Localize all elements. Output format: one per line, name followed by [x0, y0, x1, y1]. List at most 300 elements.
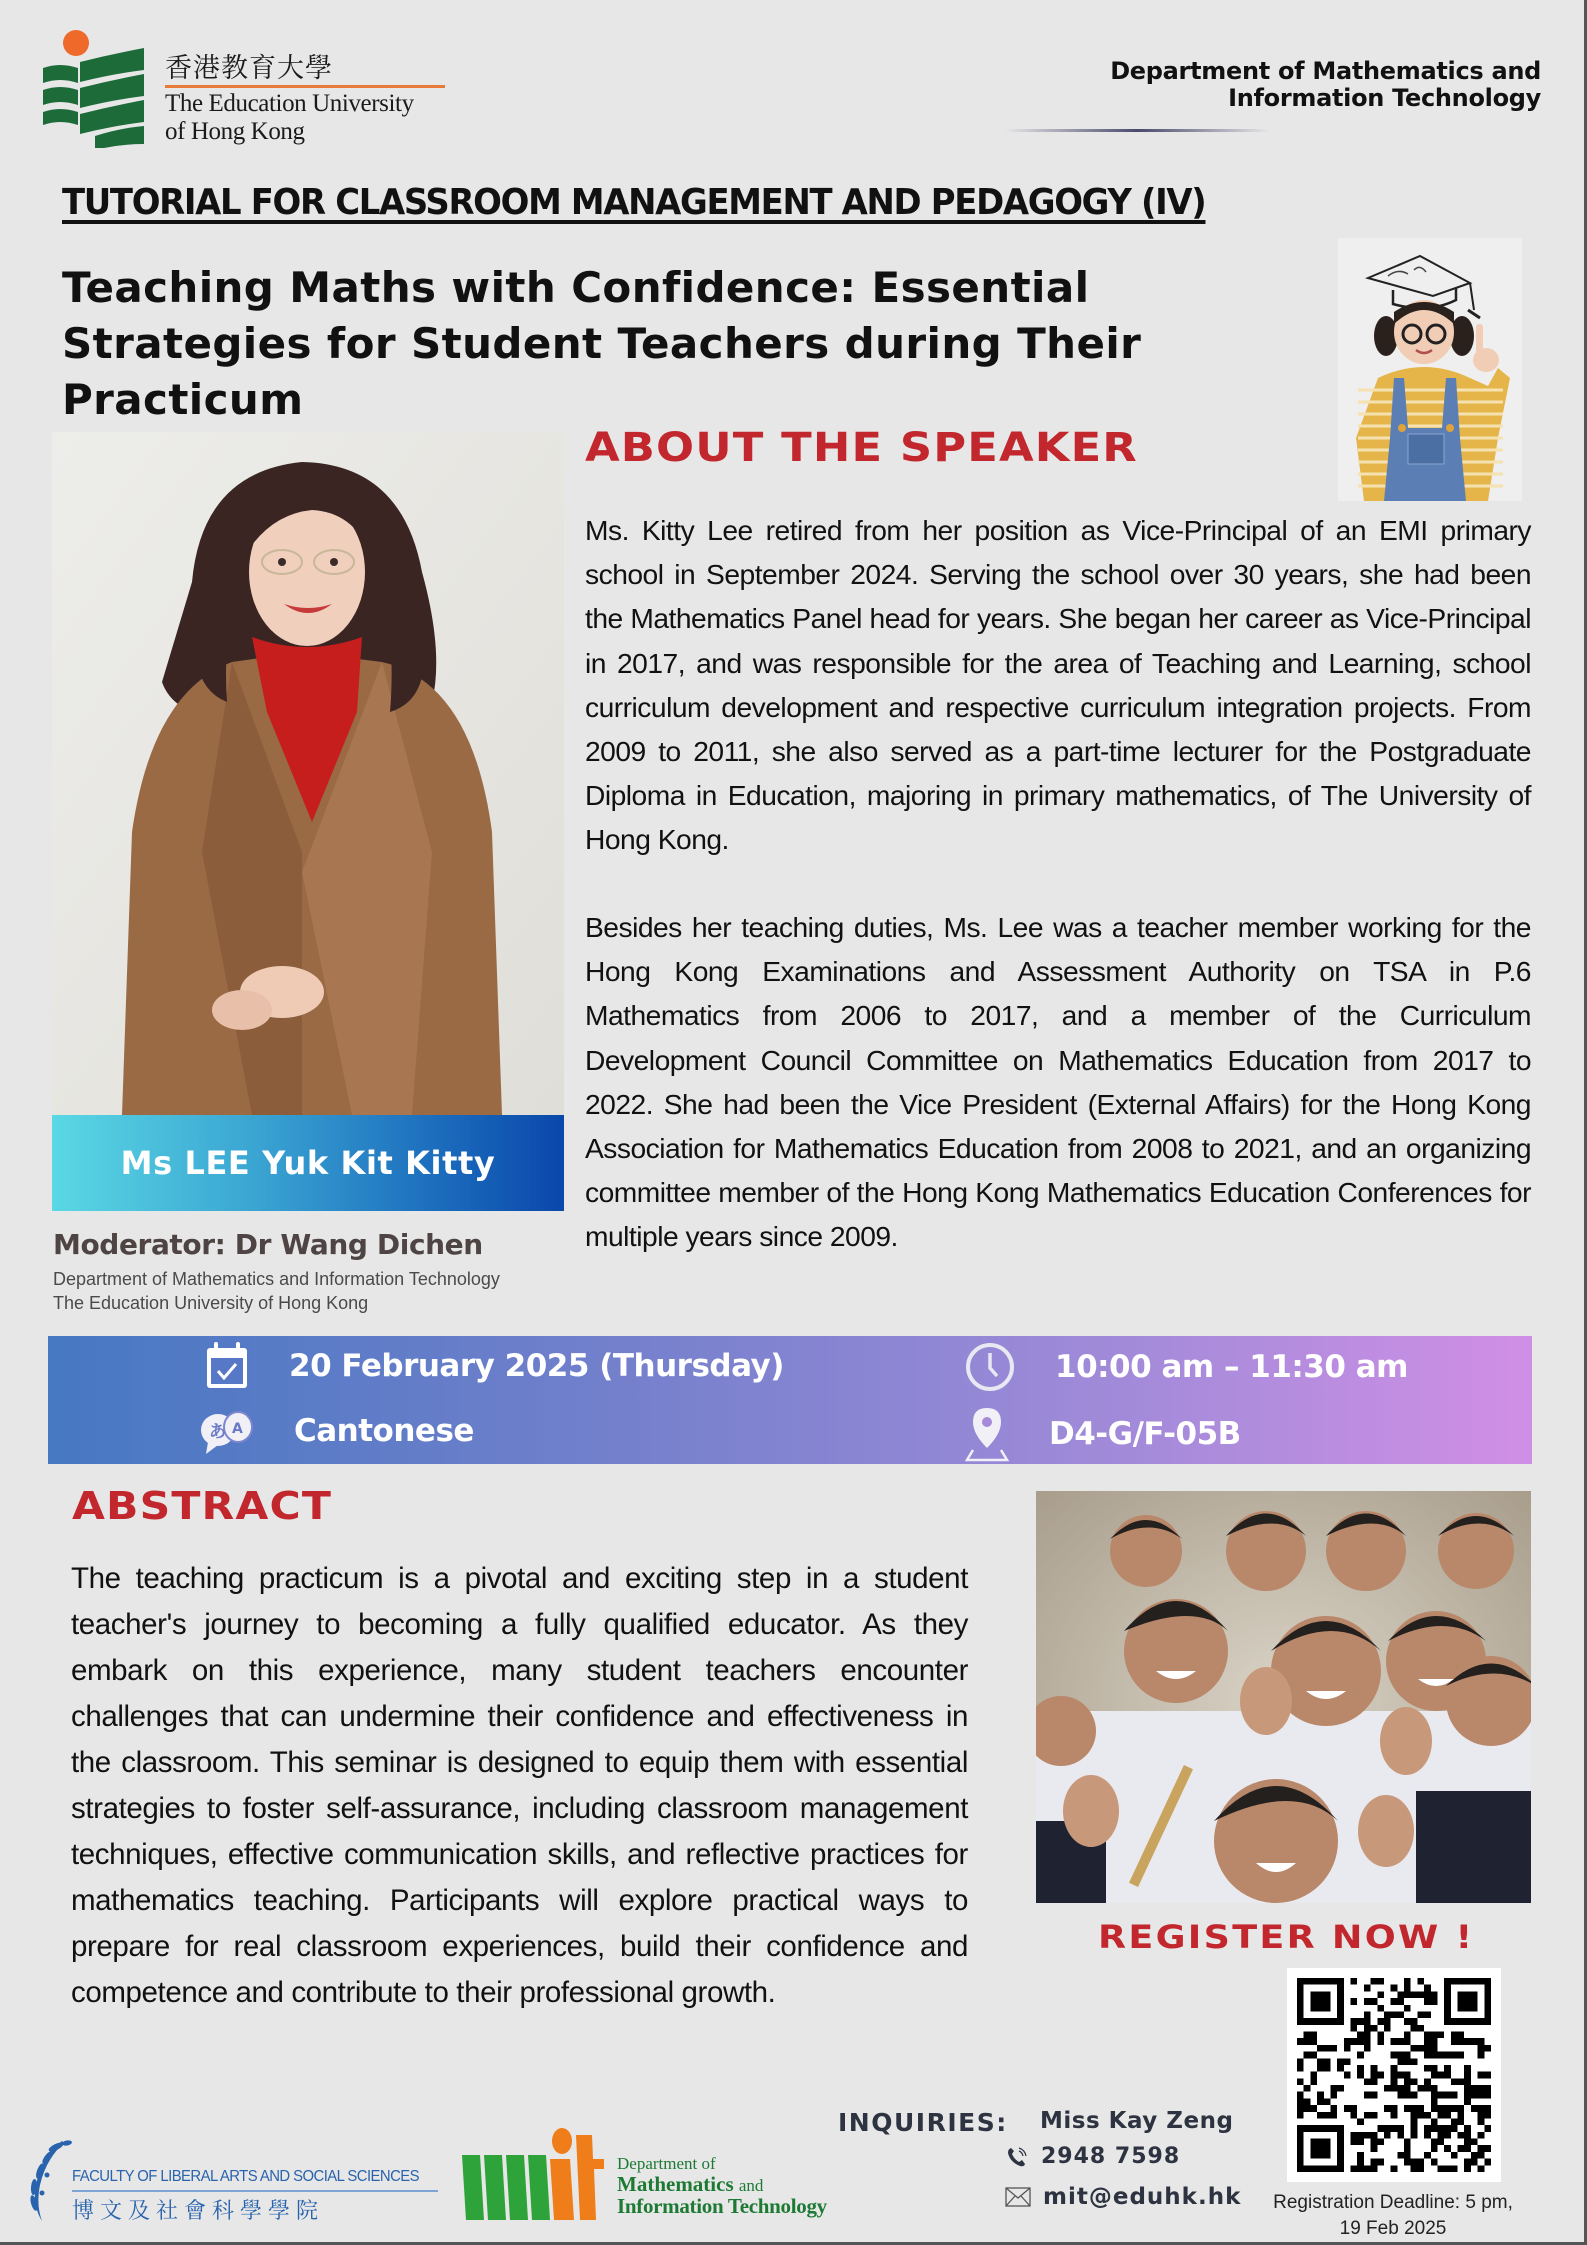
qr-module [1458, 2132, 1465, 2139]
event-language [198, 1406, 474, 1456]
qr-module [1371, 2078, 1378, 2085]
envelope-icon [1005, 2187, 1031, 2207]
qr-module [1404, 2085, 1411, 2092]
qr-module [1431, 2159, 1438, 2166]
qr-module [1391, 1998, 1398, 2005]
qr-module [1297, 2038, 1304, 2045]
qr-module [1471, 1991, 1478, 1998]
registration-qr-code[interactable] [1287, 1968, 1501, 2182]
registration-deadline: Registration Deadline: 5 pm, 19 Feb 2025 [1273, 2192, 1513, 2239]
qr-module [1297, 2132, 1304, 2139]
register-now-heading[interactable]: REGISTER NOW ! [1098, 1918, 1475, 1956]
qr-module [1404, 2005, 1411, 2012]
qr-module [1411, 2058, 1418, 2065]
qr-module [1304, 2125, 1311, 2132]
qr-module [1364, 2038, 1371, 2045]
qr-module [1297, 2105, 1304, 2112]
qr-module [1357, 2118, 1364, 2125]
qr-module [1317, 1978, 1324, 1985]
qr-module [1437, 2139, 1444, 2146]
qr-module [1317, 2058, 1324, 2065]
qr-module [1324, 1991, 1331, 1998]
qr-module [1484, 2018, 1491, 2025]
qr-module [1444, 2018, 1451, 2025]
qr-module [1324, 2045, 1331, 2052]
qr-module [1384, 2105, 1391, 2112]
qr-module [1404, 2092, 1411, 2099]
qr-module [1357, 2052, 1364, 2059]
qr-module [1451, 2018, 1458, 2025]
qr-module [1431, 2145, 1438, 2152]
qr-module [1371, 2112, 1378, 2119]
qr-module [1431, 2085, 1438, 2092]
qr-module [1431, 2032, 1438, 2039]
qr-module [1337, 2058, 1344, 2065]
qr-module [1351, 1978, 1358, 1985]
qr-module [1471, 2085, 1478, 2092]
qr-module [1471, 2092, 1478, 2099]
eduhk-name-chinese: 香港教育大學 [165, 53, 333, 84]
qr-module [1471, 1998, 1478, 2005]
qr-module [1464, 2078, 1471, 2085]
qr-module [1424, 2125, 1431, 2132]
qr-module [1404, 2139, 1411, 2146]
qr-module [1437, 2112, 1444, 2119]
qr-module [1371, 2139, 1378, 2146]
qr-module [1317, 2098, 1324, 2105]
qr-module [1357, 2165, 1364, 2172]
qr-module [1304, 2052, 1311, 2059]
qr-module [1417, 1978, 1424, 1985]
qr-module [1317, 2165, 1324, 2172]
qr-module [1464, 2125, 1471, 2132]
qr-module [1464, 2085, 1471, 2092]
qr-module [1484, 2092, 1491, 2099]
qr-module [1330, 2085, 1337, 2092]
qr-module [1444, 2112, 1451, 2119]
qr-module [1431, 2065, 1438, 2072]
qr-module [1444, 2011, 1451, 2018]
qr-module [1424, 1985, 1431, 1992]
qr-module [1357, 2032, 1364, 2039]
eduhk-emblem-icon [40, 28, 150, 148]
qr-module [1384, 2125, 1391, 2132]
qr-module [1330, 2112, 1337, 2119]
qr-module [1444, 2005, 1451, 2012]
qr-module [1471, 2018, 1478, 2025]
qr-module [1411, 1991, 1418, 1998]
qr-module [1297, 2145, 1304, 2152]
qr-module [1337, 1978, 1344, 1985]
qr-module [1464, 2165, 1471, 2172]
qr-module [1478, 2038, 1485, 2045]
qr-module [1337, 2145, 1344, 2152]
qr-code-icon[interactable] [1297, 1978, 1491, 2172]
qr-module [1397, 2072, 1404, 2079]
qr-module [1424, 2032, 1431, 2039]
qr-module [1437, 2032, 1444, 2039]
qr-module [1351, 2105, 1358, 2112]
qr-module [1444, 1978, 1451, 1985]
qr-module [1458, 2112, 1465, 2119]
event-venue-text: D4-G/F-05B [1049, 1416, 1241, 1452]
qr-module [1377, 2139, 1384, 2146]
event-venue [963, 1406, 1241, 1462]
qr-module [1411, 2045, 1418, 2052]
qr-module [1451, 2105, 1458, 2112]
qr-module [1371, 2065, 1378, 2072]
qr-module [1404, 2038, 1411, 2045]
qr-module [1444, 2065, 1451, 2072]
qr-module [1351, 2018, 1358, 2025]
qr-module [1458, 1998, 1465, 2005]
qr-module [1411, 2025, 1418, 2032]
qr-module [1324, 1978, 1331, 1985]
event-time [963, 1340, 1408, 1394]
qr-module [1304, 1978, 1311, 1985]
qr-module [1297, 2005, 1304, 2012]
qr-module [1478, 2018, 1485, 2025]
qr-module [1330, 2092, 1337, 2099]
qr-module [1464, 2092, 1471, 2099]
qr-module [1444, 2092, 1451, 2099]
eduhk-logo [40, 28, 450, 148]
qr-module [1478, 2085, 1485, 2092]
qr-module [1317, 2145, 1324, 2152]
inquiries-email-address[interactable]: mit@eduhk.hk [1043, 2184, 1242, 2210]
qr-module [1464, 2038, 1471, 2045]
qr-module [1397, 2132, 1404, 2139]
qr-module [1377, 2072, 1384, 2079]
qr-module [1324, 2005, 1331, 2012]
qr-module [1484, 2105, 1491, 2112]
qr-module [1411, 2159, 1418, 2166]
speaker-name-banner: Ms LEE Yuk Kit Kitty [52, 1115, 564, 1211]
qr-module [1384, 2011, 1391, 2018]
qr-module [1330, 2105, 1337, 2112]
qr-module [1391, 2052, 1398, 2059]
qr-module [1417, 1991, 1424, 1998]
qr-module [1444, 2052, 1451, 2059]
qr-module [1364, 2025, 1371, 2032]
qr-module [1351, 2038, 1358, 2045]
qr-module [1424, 2152, 1431, 2159]
mit-logo-line2-suffix: and [738, 2176, 764, 2195]
qr-module [1317, 2112, 1324, 2119]
qr-module [1411, 2112, 1418, 2119]
speaker-photo [52, 432, 564, 1115]
qr-module [1437, 2092, 1444, 2099]
qr-module [1371, 2072, 1378, 2079]
qr-module [1337, 2125, 1344, 2132]
qr-module [1397, 1991, 1404, 1998]
qr-module [1444, 1991, 1451, 1998]
qr-module [1417, 2105, 1424, 2112]
qr-module [1297, 2065, 1304, 2072]
qr-module [1464, 1978, 1471, 1985]
moderator-department: Department of Mathematics and Information Technology [53, 1269, 500, 1289]
qr-module [1337, 1985, 1344, 1992]
qr-module [1424, 2078, 1431, 2085]
qr-module [1297, 1991, 1304, 1998]
qr-module [1324, 2165, 1331, 2172]
qr-module [1458, 2005, 1465, 2012]
department-line2: Information Technology [1228, 84, 1541, 112]
qr-module [1357, 2132, 1364, 2139]
qr-module [1458, 2038, 1465, 2045]
qr-module [1357, 2065, 1364, 2072]
qr-module [1458, 2145, 1465, 2152]
qr-module [1417, 2159, 1424, 2166]
qr-module [1297, 2112, 1304, 2119]
qr-module [1351, 2025, 1358, 2032]
qr-module [1337, 2011, 1344, 2018]
qr-module [1404, 1978, 1411, 1985]
qr-module [1431, 2072, 1438, 2079]
qr-module [1351, 2132, 1358, 2139]
qr-module [1324, 2018, 1331, 2025]
qr-module [1297, 1985, 1304, 1992]
qr-module [1337, 1998, 1344, 2005]
qr-module [1364, 2132, 1371, 2139]
qr-module [1371, 2092, 1378, 2099]
qr-module [1304, 2085, 1311, 2092]
series-title: TUTORIAL FOR CLASSROOM MANAGEMENT AND PEDAGOGY (IV) [62, 182, 1206, 223]
qr-module [1451, 2118, 1458, 2125]
event-info-band [48, 1336, 1532, 1464]
moderator-name: Moderator: Dr Wang Dichen [53, 1228, 483, 1261]
qr-module [1478, 2152, 1485, 2159]
qr-module [1371, 1998, 1378, 2005]
clock-icon [963, 1340, 1017, 1394]
qr-module [1310, 1978, 1317, 1985]
qr-module [1404, 2145, 1411, 2152]
qr-module [1411, 2118, 1418, 2125]
qr-module [1478, 2072, 1485, 2079]
qr-module [1424, 2085, 1431, 2092]
qr-module [1431, 2052, 1438, 2059]
qr-module [1451, 2092, 1458, 2099]
inquiries-phone[interactable] [1005, 2144, 1180, 2169]
flass-logo [22, 2135, 440, 2225]
talk-title: Teaching Maths with Confidence: Essential Strategies for Student Teachers during Their Practicum [62, 263, 1142, 424]
qr-module [1310, 2139, 1317, 2146]
qr-module [1478, 2045, 1485, 2052]
qr-module [1397, 2058, 1404, 2065]
qr-module [1364, 2092, 1371, 2099]
qr-module [1484, 2159, 1491, 2166]
qr-module [1424, 2112, 1431, 2119]
qr-module [1351, 2139, 1358, 2146]
speaker-portrait [52, 432, 564, 1115]
qr-module [1404, 1985, 1411, 1992]
flass-name-english: FACULTY OF LIBERAL ARTS AND SOCIAL SCIENCES [72, 2168, 420, 2185]
qr-module [1371, 2145, 1378, 2152]
qr-module [1391, 2112, 1398, 2119]
qr-module [1371, 2165, 1378, 2172]
qr-module [1344, 2072, 1351, 2079]
qr-module [1431, 2125, 1438, 2132]
laurel-icon [22, 2135, 72, 2225]
qr-module [1297, 2139, 1304, 2146]
qr-module [1364, 2045, 1371, 2052]
moderator-university: The Education University of Hong Kong [53, 1293, 369, 1313]
qr-module [1437, 2052, 1444, 2059]
qr-module [1417, 2045, 1424, 2052]
qr-module [1451, 1978, 1458, 1985]
qr-module [1297, 2098, 1304, 2105]
qr-module [1337, 2159, 1344, 2166]
qr-module [1297, 2092, 1304, 2099]
logo-divider [165, 85, 445, 88]
qr-module [1478, 2105, 1485, 2112]
qr-module [1364, 2112, 1371, 2119]
qr-module [1464, 2145, 1471, 2152]
qr-module [1364, 2032, 1371, 2039]
qr-module [1304, 2098, 1311, 2105]
qr-module [1324, 2152, 1331, 2159]
qr-module [1330, 2045, 1337, 2052]
qr-module [1471, 2139, 1478, 2146]
qr-module [1484, 2112, 1491, 2119]
qr-module [1317, 2152, 1324, 2159]
qr-module [1337, 1991, 1344, 1998]
qr-module [1324, 2058, 1331, 2065]
qr-module [1297, 1978, 1304, 1985]
qr-module [1484, 2145, 1491, 2152]
qr-module [1297, 2159, 1304, 2166]
qr-module [1310, 2032, 1317, 2039]
qr-module [1451, 2038, 1458, 2045]
eduhk-name-line1: The Education University [165, 90, 414, 117]
qr-module [1310, 2145, 1317, 2152]
qr-module [1424, 2065, 1431, 2072]
qr-module [1397, 2011, 1404, 2018]
qr-module [1397, 2085, 1404, 2092]
qr-module [1417, 2025, 1424, 2032]
qr-module [1310, 2018, 1317, 2025]
qr-module [1471, 2038, 1478, 2045]
qr-module [1371, 1978, 1378, 1985]
qr-module [1478, 2145, 1485, 2152]
qr-module [1391, 2038, 1398, 2045]
qr-module [1377, 2159, 1384, 2166]
qr-module [1384, 2132, 1391, 2139]
qr-module [1411, 2132, 1418, 2139]
qr-module [1464, 1998, 1471, 2005]
qr-module [1304, 2032, 1311, 2039]
qr-module [1371, 2132, 1378, 2139]
qr-module [1357, 2152, 1364, 2159]
qr-module [1424, 1998, 1431, 2005]
qr-module [1310, 2125, 1317, 2132]
qr-module [1324, 2145, 1331, 2152]
qr-module [1317, 2065, 1324, 2072]
qr-module [1364, 2018, 1371, 2025]
event-date-text: 20 February 2025 (Thursday) [289, 1348, 784, 1384]
qr-module [1317, 2018, 1324, 2025]
qr-module [1357, 2159, 1364, 2166]
qr-module [1451, 2152, 1458, 2159]
qr-module [1471, 2105, 1478, 2112]
qr-module [1478, 2118, 1485, 2125]
qr-module [1377, 2005, 1384, 2012]
qr-module [1317, 2005, 1324, 2012]
qr-module [1404, 2072, 1411, 2079]
qr-module [1484, 2072, 1491, 2079]
eduhk-name-line2: of Hong Kong [165, 118, 305, 145]
flass-divider [72, 2190, 438, 2192]
department-header [1110, 58, 1541, 112]
qr-module [1397, 2125, 1404, 2132]
event-time-text: 10:00 am – 11:30 am [1055, 1349, 1408, 1385]
qr-module [1391, 2125, 1398, 2132]
translate-icon-glyph-1: あ [209, 1422, 226, 1442]
inquiries-phone-number[interactable]: 2948 7598 [1041, 2144, 1181, 2169]
qr-module [1417, 2085, 1424, 2092]
qr-module [1444, 2072, 1451, 2079]
qr-module [1431, 2118, 1438, 2125]
qr-module [1310, 1991, 1317, 1998]
event-date [203, 1340, 784, 1392]
qr-module [1297, 2058, 1304, 2065]
qr-module [1431, 2098, 1438, 2105]
qr-module [1431, 2092, 1438, 2099]
qr-module [1451, 2052, 1458, 2059]
calendar-check-icon [203, 1340, 251, 1392]
mit-logo-line1: Department of [617, 2154, 716, 2173]
qr-module [1317, 2045, 1324, 2052]
qr-module [1317, 1998, 1324, 2005]
qr-module [1458, 1991, 1465, 1998]
qr-module [1478, 2165, 1485, 2172]
mit-department-logo [462, 2125, 842, 2225]
qr-module [1344, 2105, 1351, 2112]
qr-module [1437, 2165, 1444, 2172]
qr-module [1304, 2165, 1311, 2172]
qr-module [1384, 2018, 1391, 2025]
department-line1: Department of Mathematics and [1110, 57, 1541, 85]
qr-module [1478, 2112, 1485, 2119]
qr-module [1458, 2018, 1465, 2025]
qr-module [1451, 2165, 1458, 2172]
qr-module [1484, 2011, 1491, 2018]
qr-module [1417, 2011, 1424, 2018]
qr-module [1464, 2018, 1471, 2025]
qr-module [1337, 2065, 1344, 2072]
qr-module [1304, 2038, 1311, 2045]
inquiries-email[interactable] [1005, 2184, 1241, 2210]
inquiries-label: INQUIRIES: [838, 2108, 1008, 2137]
qr-module [1364, 2011, 1371, 2018]
qr-module [1357, 2072, 1364, 2079]
students-group-photo [1036, 1491, 1531, 1903]
qr-module [1424, 2038, 1431, 2045]
students-illustration [1036, 1491, 1531, 1903]
qr-module [1317, 1991, 1324, 1998]
qr-module [1317, 2125, 1324, 2132]
qr-module [1391, 2011, 1398, 2018]
qr-module [1444, 2132, 1451, 2139]
qr-module [1297, 2165, 1304, 2172]
inquiries-contact-name: Miss Kay Zeng [1040, 2108, 1234, 2134]
qr-module [1337, 2005, 1344, 2012]
qr-module [1391, 1985, 1398, 1992]
qr-module [1424, 2011, 1431, 2018]
qr-module [1310, 2005, 1317, 2012]
mit-logo-line2 [617, 2174, 827, 2196]
qr-module [1404, 2152, 1411, 2159]
